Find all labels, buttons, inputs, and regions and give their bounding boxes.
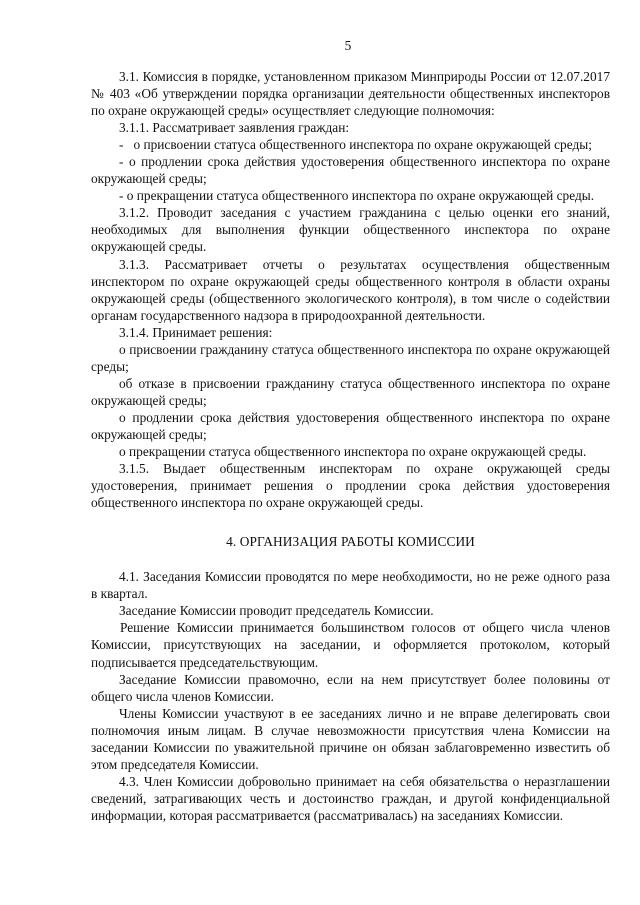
list-item-assign-status: - о присвоении статуса общественного инспектора по охране окружающей среды; — [119, 137, 592, 153]
list-item-extend-certificate: - о продлении срока действия удостоверения общественного инспектора по охране окружающей среды; — [91, 154, 610, 187]
paragraph-decision: Решение Комиссии принимается большинством голосов от общего числа членов Комиссии, присутствующих на заседании, и оформляется протоколом, который подписывается председательствующим. — [91, 620, 610, 670]
page-number: 5 — [344, 38, 352, 53]
paragraph-3-1-1: 3.1.1. Рассматривает заявления граждан: — [119, 120, 350, 136]
decision-item-refuse: об отказе в присвоении гражданину статуса общественного инспектора по охране окружающей среды; — [91, 375, 610, 408]
paragraph-3-1-5: 3.1.5. Выдает общественным инспекторам по охране окружающей среды удостоверения, принимает решения о продлении срока действия удостоверения общественного инспектора по охране окружающей среды. — [91, 461, 610, 511]
paragraph-quorum: Заседание Комиссии правомочно, если на нем присутствует более половины от общего числа членов Комиссии. — [91, 671, 610, 704]
decision-item-terminate: о прекращении статуса общественного инспектора по охране окружающей среды. — [119, 444, 587, 460]
paragraph-chairman: Заседание Комиссии проводит председатель Комиссии. — [119, 603, 434, 619]
paragraph-4-1: 4.1. Заседания Комиссии проводятся по мере необходимости, но не реже одного раза в квартал. — [91, 569, 610, 602]
document-body — [91, 68, 610, 824]
section-4-title: 4. ОРГАНИЗАЦИЯ РАБОТЫ КОМИССИИ — [226, 534, 475, 550]
paragraph-3-1-3: 3.1.3. Рассматривает отчеты о результатах осуществления общественным инспектором по охране окружающей среды общественного контроля в области охраны окружающей среды (общественного экологического контроля), в том числе о содействии органам государственного надзора в природоохранной деятельности. — [91, 256, 610, 323]
decision-item-assign: о присвоении гражданину статуса общественного инспектора по охране окружающей среды; — [91, 341, 610, 374]
paragraph-participation: Члены Комиссии участвуют в ее заседаниях лично и не вправе делегировать свои полномочия иным лицам. В случае невозможности присутствия члена Комиссии на заседании Комиссии по уважительной причине он обязан заблаговременно известить об этом председателя Комиссии. — [91, 705, 610, 772]
list-item-terminate-status: - о прекращении статуса общественного инспектора по охране окружающей среды. — [119, 188, 595, 204]
paragraph-3-1-4: 3.1.4. Принимает решения: — [119, 324, 273, 340]
paragraph-3-1: 3.1. Комиссия в порядке, установленном приказом Минприроды России от 12.07.2017 № 403 «Об утверждении порядка организации деятельности общественных инспекторов по охране окружающей среды» осуществляет следующие полномочия: — [91, 69, 610, 119]
decision-item-extend: о продлении срока действия удостоверения общественного инспектора по охране окружающей среды; — [91, 409, 610, 442]
paragraph-4-3: 4.3. Член Комиссии добровольно принимает на себя обязательства о неразглашении сведений, затрагивающих честь и достоинство граждан, и другой конфиденциальной информации, которая рассматривается (рассматривалась) на заседаниях Комиссии. — [91, 773, 610, 823]
paragraph-3-1-2: 3.1.2. Проводит заседания с участием гражданина с целью оценки его знаний, необходимых для выполнения функции общественного инспектора по охране окружающей среды. — [91, 205, 610, 255]
